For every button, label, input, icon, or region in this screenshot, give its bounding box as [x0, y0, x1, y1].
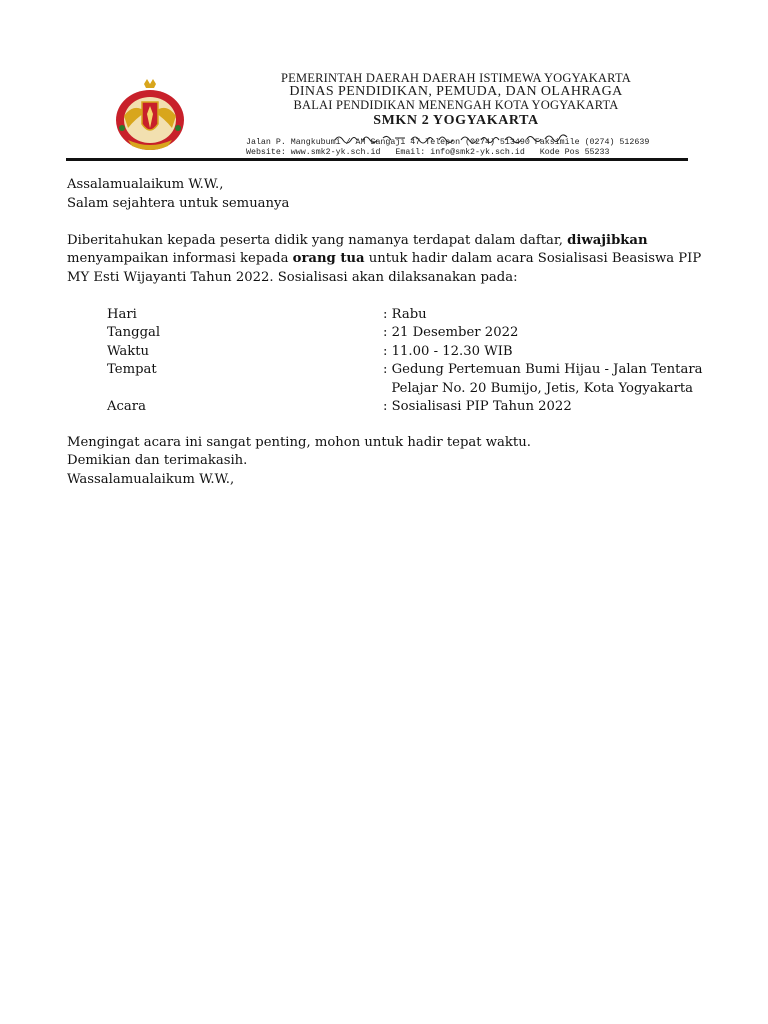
detail-value: : Sosialisasi PIP Tahun 2022	[383, 399, 572, 414]
announcement-line-1: Diberitahukan kepada peserta didik yang namanya terdapat dalam daftar, diwajibkan	[67, 232, 648, 248]
letterhead-divider	[66, 158, 688, 161]
letter-body	[67, 176, 707, 489]
detail-label: Hari	[107, 306, 137, 322]
detail-label: Waktu	[107, 343, 150, 359]
greeting-sejahtera: Salam sejahtera untuk semuanya	[67, 195, 290, 211]
detail-value: Pelajar No. 20 Bumijo, Jetis, Kota Yogyakarta	[383, 380, 694, 396]
detail-label: Tempat	[107, 362, 157, 377]
detail-value: : Rabu	[383, 306, 427, 322]
emphasis-diwajibkan: diwajibkan	[567, 232, 648, 248]
closing-thanks: Demikian dan terimakasih.	[67, 453, 248, 468]
closing-salam: Wassalamualaikum W.W.,	[67, 471, 235, 487]
letterhead-website-email: Website: www.smk2-yk.sch.id Email: info@smk2-yk.sch.id Kode Pos 55233	[246, 147, 610, 157]
detail-value: : Gedung Pertemuan Bumi Hijau - Jalan Tentara	[383, 362, 703, 377]
event-details	[67, 306, 707, 418]
letterhead	[66, 70, 688, 162]
announcement-line-3: MY Esti Wijayanti Tahun 2022. Sosialisasi akan dilaksanakan pada:	[67, 269, 518, 285]
letterhead-school-name: SMKN 2 YOGYAKARTA	[373, 113, 539, 128]
greeting-salam: Assalamualaikum W.W.,	[67, 177, 224, 192]
detail-label: Tanggal	[107, 325, 161, 340]
detail-value: : 11.00 - 12.30 WIB	[383, 343, 513, 359]
letterhead-office: BALAI PENDIDIKAN MENENGAH KOTA YOGYAKARTA	[293, 98, 619, 112]
closing-reminder: Mengingat acara ini sangat penting, mohon untuk hadir tepat waktu.	[67, 434, 531, 450]
letterhead-address: Jalan P. Mangkubumi / AM Sangaji 47 Telepon (0274) 513490 Faksimile (0274) 512639	[246, 138, 650, 147]
letterhead-department: DINAS PENDIDIKAN, PEMUDA, DAN OLAHRAGA	[289, 84, 623, 99]
detail-value: : 21 Desember 2022	[383, 325, 519, 340]
letterhead-government: PEMERINTAH DAERAH DAERAH ISTIMEWA YOGYAKARTA	[280, 71, 632, 85]
announcement-line-2: menyampaikan informasi kepada orang tua untuk hadir dalam acara Sosialisasi Beasiswa PIP	[67, 251, 702, 266]
emphasis-orang-tua: orang tua	[292, 251, 365, 266]
yogyakarta-emblem-logo	[106, 78, 194, 154]
letterhead-contact	[246, 138, 666, 157]
detail-label: Acara	[107, 399, 146, 414]
